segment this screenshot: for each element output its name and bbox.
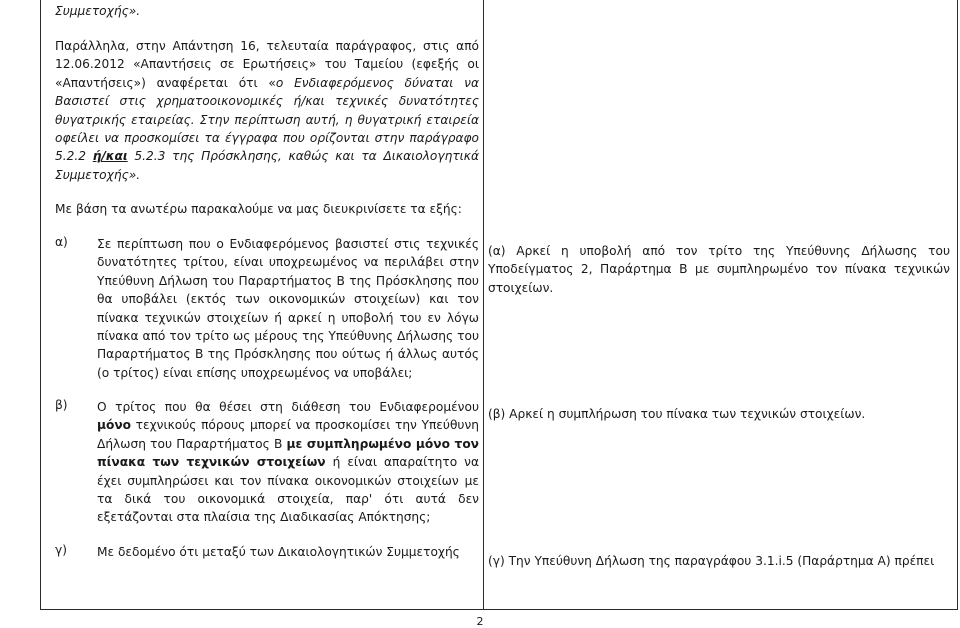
question-c-mark: γ) bbox=[55, 543, 67, 557]
question-a-mark: α) bbox=[55, 235, 68, 249]
question-b-text: Ο τρίτος που θα θέσει στη διάθεση του Ενδιαφερομένου μόνο τεχνικούς πόρους μπορεί να προσκομίσει την Υπεύθυνη Δήλωση του Παραρτήματος Β με συμπληρωμένο μόνο τον πίνακα των τεχνικών στοιχείων ή είναι απαραίτητο να έχει συμπληρώσει και τον πίνακα οικονομικών στοιχείων με τα δικά του οικονομικά στοιχεία, παρ' ότι αυτά δεν εξετάζονται στα πλαίσια της Διαδικασίας Απόκτησης; bbox=[97, 400, 479, 525]
answer-c: (γ) Την Υπεύθυνη Δήλωση της παραγράφου 3.1.i.5 (Παράρτημα Α) πρέπει bbox=[488, 554, 935, 568]
paragraph-apantisi-16: Παράλληλα, στην Απάντηση 16, τελευταία παράγραφος, στις από 12.06.2012 «Απαντήσεις σε Ερωτήσεις» του Ταμείου (εφεξής οι «Απαντήσεις») αναφέρεται ότι «ο Ενδιαφερόμενος δύναται να Βασιστεί στις χρηματοοικονομικές ή/και τεχνικές δυνατότητες θυγατρικής εταιρείας. Στην περίπτωση αυτή, η θυγατρική εταιρεία οφείλει να προσκομίσει τα έγγραφα που ορίζονται στην παράγραφο 5.2.2 ή/και 5.2.3 της Πρόσκλησης, καθώς και τα Δικαιολογητικά Συμμετοχής». bbox=[55, 39, 479, 182]
question-a-text: Σε περίπτωση που ο Ενδιαφερόμενος βασιστεί στις τεχνικές δυνατότητες τρίτου, είναι υποχρεωμένος να περιλάβει στην Υπεύθυνη Δήλωση του Παραρτήματος Β της Πρόσκλησης που θα υποβάλει (εκτός των οικονομικών στοιχείων) και τον πίνακα τεχνικών στοιχείων ή αρκεί η υποβολή του εν λόγω πίνακα από τον τρίτο ως μέρους της Υπεύθυνης Δήλωσης του Παραρτήματος Β της Πρόσκλησης που ούτως ή άλλως αυτός (ο τρίτος) είναι επίσης υποχρεωμένος να υποβάλει; bbox=[97, 237, 479, 380]
answer-a: (α) Αρκεί η υποβολή από τον τρίτο της Υπεύθυνης Δήλωσης του Υποδείγματος 2, Παράρτημα Β με συμπληρωμένο τον πίνακα τεχνικών στοιχείων. bbox=[488, 244, 950, 295]
page-number: 2 bbox=[476, 615, 484, 628]
answer-b: (β) Αρκεί η συμπλήρωση του πίνακα των τεχνικών στοιχείων. bbox=[488, 407, 866, 421]
question-a bbox=[55, 235, 479, 382]
column-divider bbox=[483, 0, 484, 610]
top-line: Συμμετοχής». bbox=[55, 4, 141, 18]
question-c bbox=[55, 543, 479, 561]
question-c-text: Με δεδομένο ότι μεταξύ των Δικαιολογητικών Συμμετοχής bbox=[97, 545, 460, 559]
question-b-mark: β) bbox=[55, 398, 68, 412]
intro-line: Με βάση τα ανωτέρω παρακαλούμε να μας διευκρινίσετε τα εξής: bbox=[55, 202, 462, 216]
question-b bbox=[55, 398, 479, 527]
